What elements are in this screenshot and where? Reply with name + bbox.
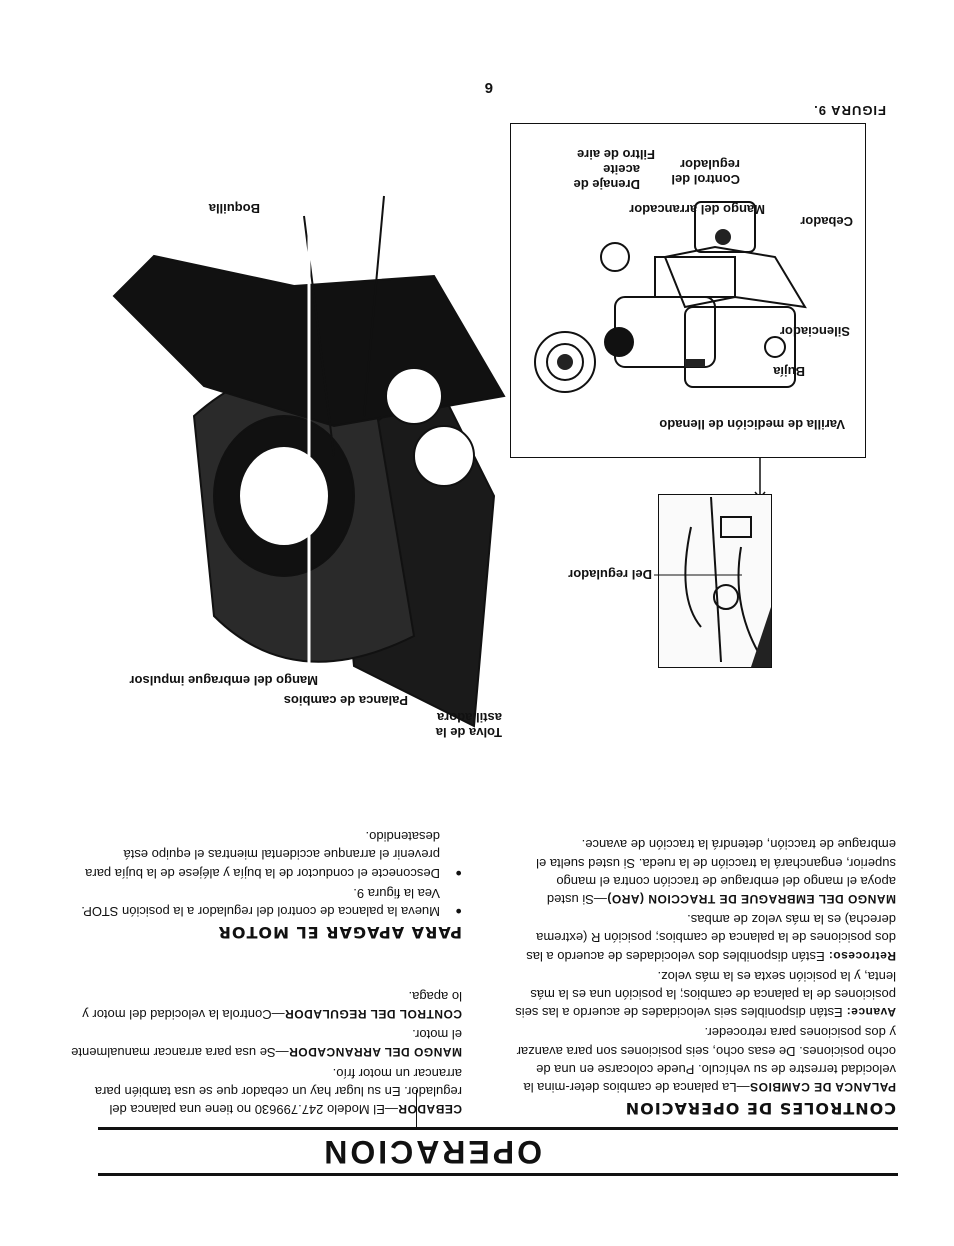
paragraph-throttle: CONTROL DEL REGULADOR—Controla la velocidad del motor y lo apaga.: [82, 988, 462, 1022]
inset-drawing: [659, 495, 771, 667]
figure-caption: FIGURA 9.: [813, 103, 886, 118]
title-rule-top: [98, 1173, 898, 1176]
label-drenaje: Drenaje de aceite: [573, 162, 640, 192]
label-cebador: Cebador: [800, 214, 853, 229]
section-heading-controls: CONTROLES DE OPERACION: [624, 1099, 896, 1118]
title-rule-bottom: [98, 1127, 898, 1130]
label-palanca: Palanca de cambios: [283, 693, 408, 708]
label-mango-embrague: Mango del embrague impulsor: [129, 673, 318, 688]
page-title: OPERACION: [321, 1134, 542, 1170]
paragraph-choke: CEBADOR—El Modelo 247.799630 no tiene una palanca del regulador. En su lugar hay un cebador que se usa también para arrancar un motor frío.: [94, 1065, 462, 1117]
page-number: 6: [484, 79, 493, 96]
label-bujia: Bujía: [773, 364, 805, 379]
section-heading-stop-engine: PARA APAGAR EL MOTOR: [217, 923, 462, 942]
paragraph-reverse: Retroceso: Están disponibles dos velocidades de acuerdo a las dos posiciones de la palanca de cambios; posición R (extrema derecha) es la más veloz de ambas.: [526, 912, 896, 964]
engine-figure-box: [510, 123, 866, 458]
paragraph-shift-lever: PALANCA DE CAMBIOS—La palanca de cambios deter-mina la velocidad terrestre de su vehículo. Puede colocarse en una de ocho posiciones. De esas ocho, seis posiciones son para avanzar y dos posiciones para retroceder.: [516, 1025, 896, 1095]
label-tolva: Tolva de la astilladora: [435, 710, 502, 740]
inset-leader: [652, 570, 742, 580]
inset-figure-box: [658, 494, 772, 668]
engine-controls-text: [70, 985, 462, 1118]
machine-drawing: [114, 196, 534, 756]
bullet-item: ● Desconecte el conductor de la bujía y aléjese de la bujía para prevenir el arranque accidental mientras el equipo está desatendido.: [70, 827, 462, 882]
connector-arrow: [748, 454, 768, 498]
label-silenciador: Silenciador: [779, 324, 850, 339]
stop-engine-list: [70, 825, 462, 920]
controls-text: [514, 833, 896, 1096]
label-control: Control del regulador: [671, 157, 740, 187]
label-del-regulador: Del regulador: [568, 567, 652, 582]
label-mango-arrancador: Mango del arrancador: [629, 202, 765, 217]
paragraph-forward: Avance: Están disponibles seis velocidades de acuerdo a las seis posiciones de la palanca de cambios; la posición una es la más lenta, y la posición sexta es la más veloz.: [515, 968, 896, 1021]
paragraph-starter-handle: MANGO DEL ARRANCADOR—Se usa para arrancar manualmente el motor.: [71, 1027, 462, 1061]
label-varilla: Varilla de medición de llenado: [659, 417, 845, 432]
label-filtro: Filtro de aire: [576, 147, 655, 162]
paragraph-traction-clutch: MANGO DEL EMBRAGUE DE TRACCION (ARO)—Si usted apoya el mango del embrague de tracción contra el mango superior, enganchará la tracción de la rueda. Si usted suelta el embrague de tracción, detendrá la tracción de avance.: [536, 837, 896, 907]
label-boquilla: Boquilla: [208, 201, 260, 216]
bullet-item: ● Mueva la palanca de control del regulador a la posición STOP. Vea la figura 9.: [70, 884, 462, 920]
